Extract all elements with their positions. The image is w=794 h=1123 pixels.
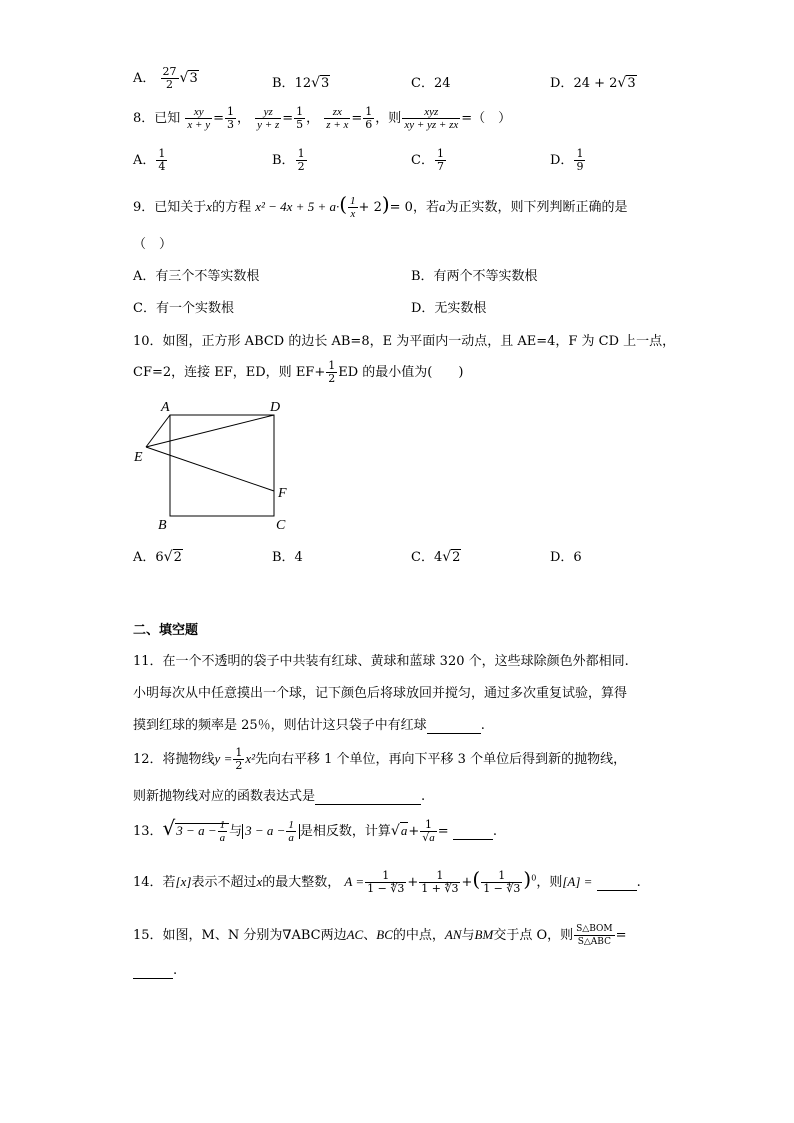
q8-stem: 8．已知 $\frac{xy}{x + y}$ = $\frac{1}{3}$ ， $\frac{yz}{y + z}$ = $\frac{1}{5}$ ， $\frac{zx}{z + x}$ = $\frac{1}{6}$ ，则 $\frac{\text{xyz}}{xy + yz + zx}$ =（ ） bbox=[133, 105, 512, 131]
q9-option-a: A．有三个不等实数根 bbox=[133, 269, 260, 284]
q7-option-c: C．24 bbox=[411, 76, 451, 91]
q11-line2: 小明每次从中任意摸出一个球，记下颜色后将球放回并搅匀，通过多次重复试验，算得 bbox=[133, 686, 628, 701]
q15-answer-line: . bbox=[133, 963, 177, 979]
q10-stem-line1: 10．如图，正方形 ABCD 的边长 AB=8，E 为平面内一动点，且 AE=4，F 为 CD 上一点， bbox=[133, 334, 676, 349]
q10-stem-line2: CF=2，连接 EF，ED，则 EF+ $\frac{1}{2}$ ED 的最小值为( ) bbox=[133, 359, 464, 385]
q7-option-b: B．12√3 bbox=[272, 75, 330, 91]
q10-figure bbox=[128, 395, 298, 535]
q9-bracket: （ ） bbox=[133, 237, 173, 252]
q10-option-d: D．6 bbox=[550, 550, 582, 565]
q12-answer-blank[interactable] bbox=[315, 789, 421, 805]
q9-stem: 9．已知关于x的方程 x² − 4x + 5 + a·( $\frac{1}{x}$ + 2)= 0，若a为正实数，则下列判断正确的是 bbox=[133, 192, 628, 220]
q14-answer-blank[interactable] bbox=[597, 875, 637, 891]
label-d: D bbox=[270, 400, 281, 415]
q10-option-a: A．6√2 bbox=[133, 549, 182, 565]
q8-option-b: B． $\frac{1}{2}$ bbox=[272, 147, 305, 173]
label-e: E bbox=[134, 450, 143, 465]
label-c: C bbox=[276, 518, 286, 533]
q7-option-a: A． $\frac{27}{2}$ √3 bbox=[133, 65, 198, 91]
segment-ef bbox=[146, 447, 274, 491]
q10-option-c: C．4√2 bbox=[411, 549, 461, 565]
q12-line2: 则新抛物线对应的函数表达式是 . bbox=[133, 789, 426, 804]
q8-option-c: C． $\frac{1}{7}$ bbox=[411, 147, 444, 173]
q9-option-d: D．无实数根 bbox=[411, 301, 487, 316]
q14-stem: 14．若[x]表示不超过x的最大整数， A = $\frac{1}{1 - ∜3}$ + $\frac{1}{1 + ∜3}$ +( $\frac{1}{1 - ∜3}$ )$^0$，则[A] = . bbox=[133, 867, 641, 895]
label-b: B bbox=[158, 518, 167, 533]
section-title-fill-in: 二、填空题 bbox=[133, 623, 199, 638]
label-a: A bbox=[161, 400, 170, 415]
q7-option-d: D．24 + 2√3 bbox=[550, 75, 636, 91]
q15-answer-blank[interactable] bbox=[133, 963, 173, 979]
label-f: F bbox=[278, 486, 287, 501]
q10-option-b: B．4 bbox=[272, 550, 303, 565]
segment-ed bbox=[146, 415, 274, 447]
q9-option-c: C．有一个实数根 bbox=[133, 301, 234, 316]
q12-line1: 12．将抛物线y = $\frac{1}{2}$ x²先向右平移 1 个单位，再向下平移 3 个单位后得到新的抛物线， bbox=[133, 746, 627, 772]
q9-option-b: B．有两个不等实数根 bbox=[411, 269, 538, 284]
q13-stem: 13．√3 − a − $\frac{1}{a}$ 与 3 − a − $\frac{1}{a}$ 是相反数，计算√a+ $\frac{1}{√a}$ = . bbox=[133, 816, 497, 844]
q8-option-a: A． $\frac{1}{4}$ bbox=[133, 147, 166, 173]
square-abcd bbox=[170, 415, 274, 516]
q15-stem: 15．如图，M、N 分别为∇ABC两边AC、BC的中点，AN与BM交于点 O，则 $\frac{\text{S△BOM}}{\text{S△ABC}}$ = bbox=[133, 924, 627, 947]
q11-answer-blank[interactable] bbox=[427, 718, 481, 734]
q8-option-d: D． $\frac{1}{9}$ bbox=[550, 147, 584, 173]
q11-line1: 11．在一个不透明的袋子中共装有红球、黄球和蓝球 320 个，这些球除颜色外都相同. bbox=[133, 654, 629, 669]
q13-answer-blank[interactable] bbox=[453, 824, 493, 840]
q11-line3: 摸到红球的频率是 25％，则估计这只袋子中有红球 . bbox=[133, 718, 485, 733]
